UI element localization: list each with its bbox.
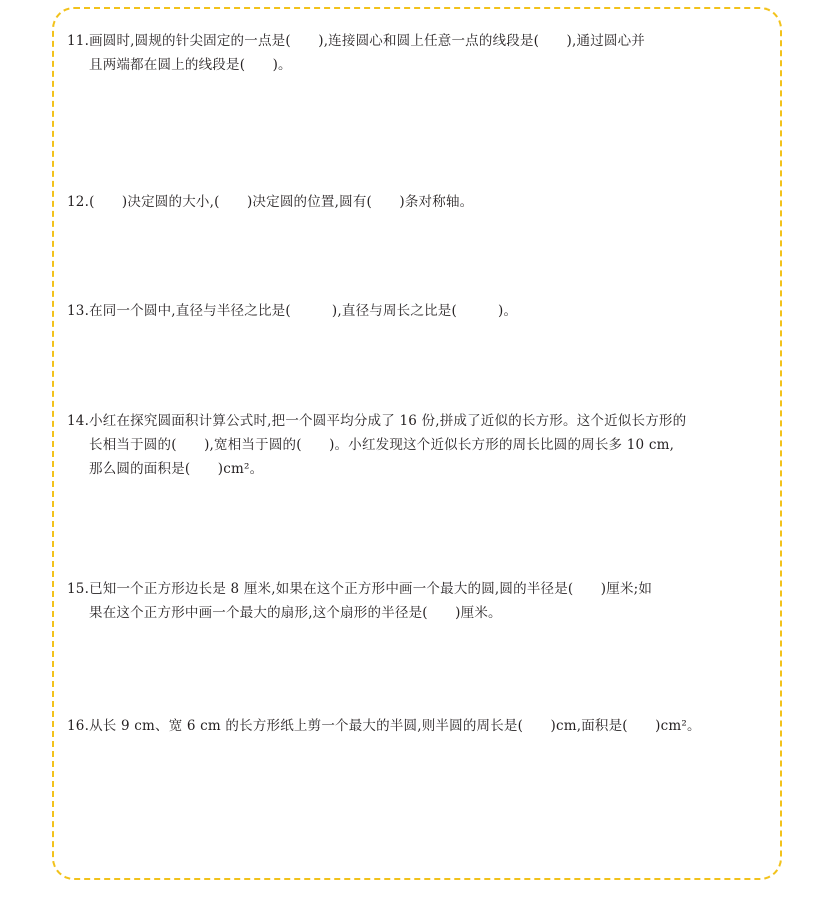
question-16 [67,714,767,738]
question-line: 14.小红在探究圆面积计算公式时,把一个圆平均分成了 16 份,拼成了近似的长方形。这个近似长方形的 [67,413,687,429]
question-13 [67,299,767,323]
question-line: 11.画圆时,圆规的针尖固定的一点是( ),连接圆心和圆上任意一点的线段是( ),通过圆心并 [67,33,646,49]
question-line: 16.从长 9 cm、宽 6 cm 的长方形纸上剪一个最大的半圆,则半圆的周长是( )cm,面积是( )cm²。 [67,718,701,734]
question-line: 12.( )决定圆的大小,( )决定圆的位置,圆有( )条对称轴。 [67,194,474,210]
question-line: 15.已知一个正方形边长是 8 厘米,如果在这个正方形中画一个最大的圆,圆的半径是( )厘米;如 [67,581,653,597]
question-14 [67,409,767,481]
question-line: 13.在同一个圆中,直径与半径之比是( ),直径与周长之比是( )。 [67,303,518,319]
question-15 [67,577,767,625]
question-line: 长相当于圆的( ),宽相当于圆的( )。小红发现这个近似长方形的周长比圆的周长多 10 cm, [89,437,675,453]
question-12 [67,190,767,214]
question-line: 那么圆的面积是( )cm²。 [89,461,264,477]
question-line: 果在这个正方形中画一个最大的扇形,这个扇形的半径是( )厘米。 [89,605,502,621]
question-11 [67,29,767,77]
question-line: 且两端都在圆上的线段是( )。 [89,57,292,73]
